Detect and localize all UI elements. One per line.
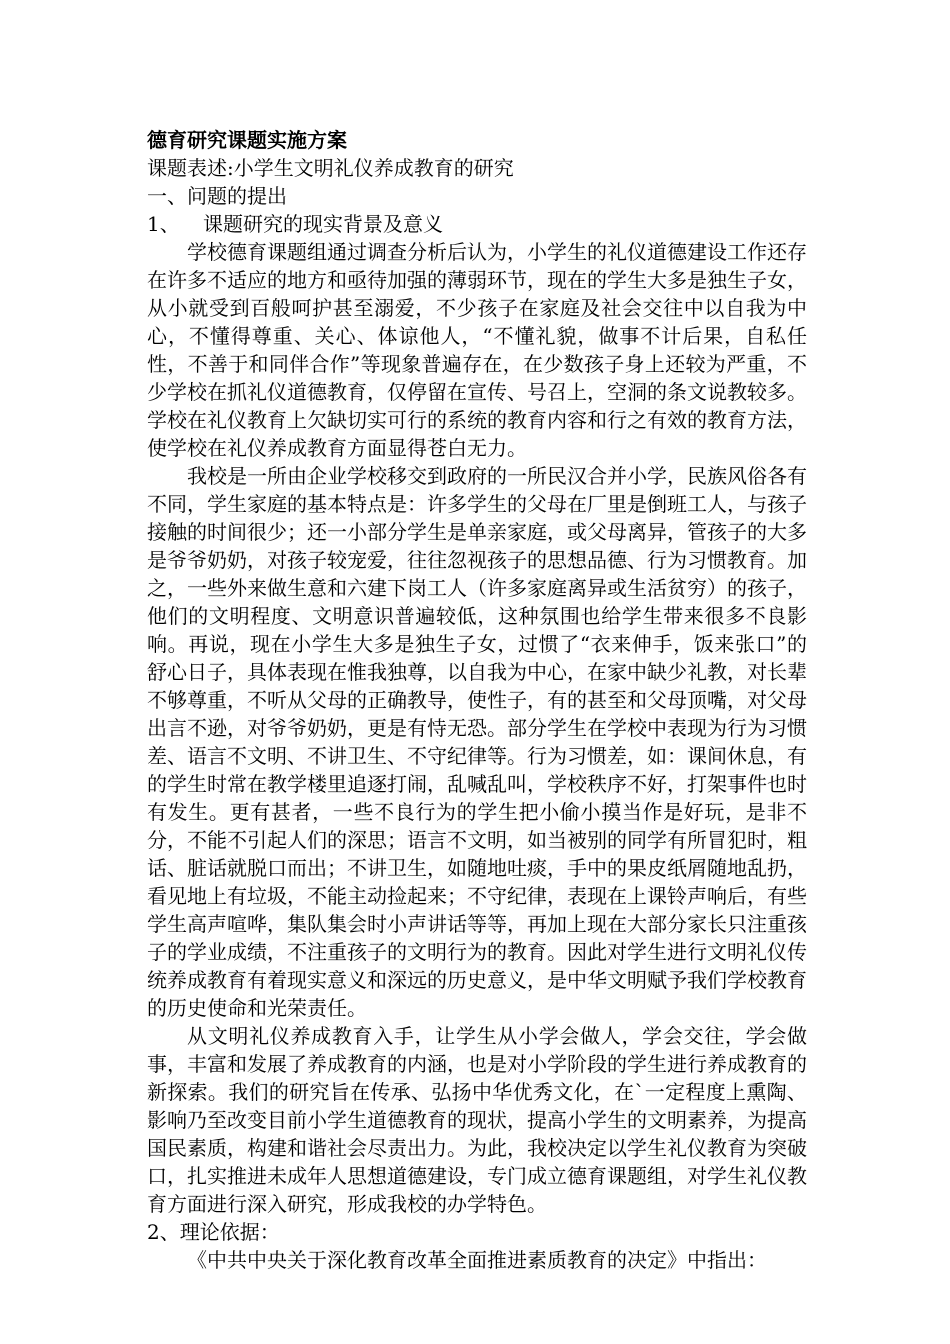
item-heading-1-text: 课题研究的现实背景及意义 (203, 212, 443, 236)
section-heading: 一、问题的提出 (147, 184, 287, 208)
paragraph-4: 《中共中央关于深化教育改革全面推进素质教育的决定》中指出： (187, 1248, 767, 1272)
item-heading-1 (147, 210, 807, 238)
paragraph-1: 学校德育课题组通过调查分析后认为，小学生的礼仪道德建设工作还存在许多不适应的地方和亟待加强的薄弱环节，现在的学生大多是独生子女，从小就受到百般呵护甚至溺爱，不少孩子在家庭及社会交往中以自我为中心，不懂得尊重、关心、体谅他人，“不懂礼貌，做事不计后果，自私任性，不善于和同伴合作”等现象普遍存在，在少数孩子身上还较为严重，不少学校在抓礼仪道德教育，仅停留在宣传、号召上，空洞的条文说教较多。学校在礼仪教育上欠缺切实可行的系统的教育内容和行之有效的教育方法，使学校在礼仪养成教育方面显得苍白无力。 (147, 240, 807, 460)
document-title: 德育研究课题实施方案 (147, 128, 347, 152)
paragraph-2: 我校是一所由企业学校移交到政府的一所民汉合并小学，民族风俗各有不同，学生家庭的基本特点是：许多学生的父母在厂里是倒班工人，与孩子接触的时间很少；还一小部分学生是单亲家庭，或父母离异，管孩子的大多是爷爷奶奶，对孩子较宠爱，往往忽视孩子的思想品德、行为习惯教育。加之，一些外来做生意和六建下岗工人（许多家庭离异或生活贫穷）的孩子，他们的文明程度、文明意识普遍较低，这种氛围也给学生带来很多不良影响。再说，现在小学生大多是独生子女，过惯了“衣来伸手，饭来张口”的舒心日子，具体表现在惟我独尊，以自我为中心，在家中缺少礼教，对长辈不够尊重，不听从父母的正确教导，使性子，有的甚至和父母顶嘴，对父母出言不逊，对爷爷奶奶，更是有恃无恐。部分学生在学校中表现为行为习惯差、语言不文明、不讲卫生、不守纪律等。行为习惯差，如：课间休息，有的学生时常在教学楼里追逐打闹，乱喊乱叫，学校秩序不好，打架事件也时有发生。更有甚者，一些不良行为的学生把小偷小摸当作是好玩，是非不分，不能不引起人们的深思；语言不文明，如当被别的同学有所冒犯时，粗话、脏话就脱口而出；不讲卫生，如随地吐痰，手中的果皮纸屑随地乱扔，看见地上有垃圾，不能主动捡起来；不守纪律，表现在上课铃声响后，有些学生高声喧哗，集队集会时小声讲话等等，再加上现在大部分家长只注重孩子的学业成绩，不注重孩子的文明行为的教育。因此对学生进行文明礼仪传统养成教育有着现实意义和深远的历史意义，是中华文明赋予我们学校教育的历史使命和光荣责任。 (147, 464, 807, 1020)
item-heading-2: 2、理论依据： (147, 1220, 280, 1244)
subject-line: 课题表述:小学生文明礼仪养成教育的研究 (147, 156, 514, 180)
document-page (147, 122, 807, 1274)
paragraph-3: 从文明礼仪养成教育入手，让学生从小学会做人，学会交往，学会做事，丰富和发展了养成教育的内涵，也是对小学阶段的学生进行养成教育的新探索。我们的研究旨在传承、弘扬中华优秀文化，在`一定程度上熏陶、影响乃至改变目前小学生道德教育的现状，提高小学生的文明素养，为提高国民素质，构建和谐社会尽责出力。为此，我校决定以学生礼仪教育为突破口，扎实推进未成年人思想道德建设，专门成立德育课题组，对学生礼仪教育方面进行深入研究，形成我校的办学特色。 (147, 1024, 807, 1216)
item-number-1: 1、 (147, 212, 180, 236)
